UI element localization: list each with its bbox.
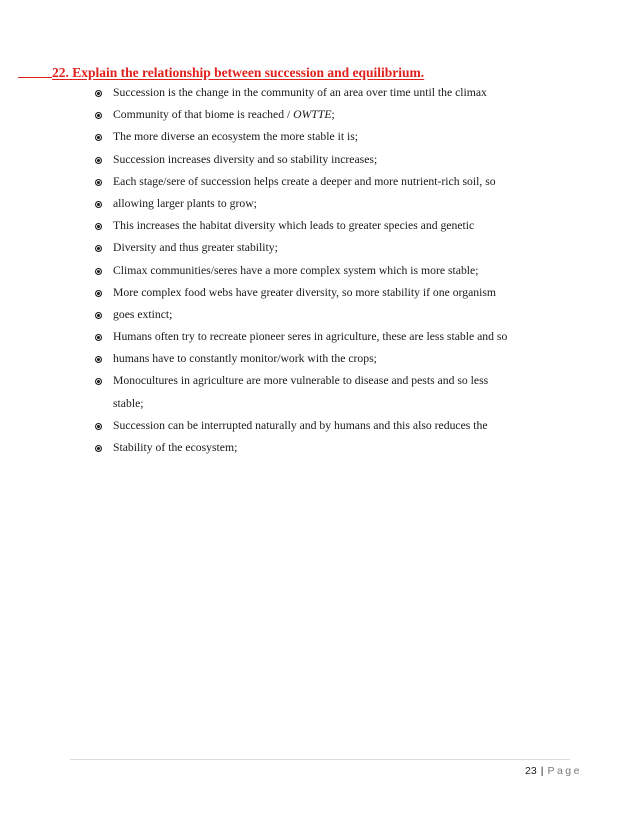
answer-list-item — [94, 262, 507, 284]
answer-list-item — [94, 84, 507, 106]
owtte-abbreviation: OWTTE — [293, 108, 332, 122]
answer-item-text: Diversity and thus greater stability; — [113, 241, 278, 255]
bullet-icon — [95, 157, 102, 164]
answer-item-text: This increases the habitat diversity which leads to greater species and genetic — [113, 219, 475, 233]
answer-item-text: Stability of the ecosystem; — [113, 441, 238, 454]
bullet-icon — [95, 290, 102, 297]
answer-item-text: Each stage/sere of succession helps create a deeper and more nutrient-rich soil, so — [113, 174, 496, 188]
answer-item-text: Climax communities/seres have a more complex system which is more stable; — [113, 263, 479, 277]
answer-item-text: allowing larger plants to grow; — [113, 196, 257, 210]
answer-item-text: goes extinct; — [113, 307, 173, 321]
heading-underline-lead — [18, 64, 52, 78]
answer-list-item — [94, 106, 507, 128]
bullet-icon — [95, 445, 102, 452]
question-heading — [18, 64, 424, 82]
bullet-icon — [95, 356, 102, 363]
bullet-icon — [95, 245, 102, 252]
footer-divider — [70, 759, 570, 760]
answer-item-text: Humans often try to recreate pioneer seres in agriculture, these are less stable and so — [113, 330, 508, 344]
answer-list-item — [94, 284, 507, 306]
answer-list-item — [94, 217, 507, 239]
answer-item-text: humans have to constantly monitor/work with the crops; — [113, 352, 377, 366]
answer-list-item — [94, 350, 507, 372]
bullet-icon — [95, 112, 102, 119]
answer-list-item — [94, 395, 507, 417]
answer-item-text: stable; — [113, 396, 144, 410]
answer-item-text: More complex food webs have greater diversity, so more stability if one organism — [113, 285, 496, 299]
bullet-icon — [95, 223, 102, 230]
answer-bullet-list — [94, 84, 507, 461]
question-text: 22. Explain the relationship between succession and equilibrium. — [52, 65, 425, 80]
page-label: Page — [547, 765, 582, 777]
answer-item-text: Community of that biome is reached / — [113, 108, 294, 122]
bullet-icon — [95, 312, 102, 319]
answer-list-item — [94, 306, 507, 328]
answer-item-text: Succession is the change in the community of an area over time until the climax — [113, 86, 487, 99]
footer-separator: | — [540, 765, 544, 777]
bullet-icon — [95, 179, 102, 186]
answer-list-item — [94, 439, 507, 461]
answer-item-text: The more diverse an ecosystem the more stable it is; — [113, 130, 359, 144]
answer-list-item — [94, 128, 507, 150]
answer-list-item — [94, 151, 507, 173]
bullet-icon — [95, 90, 102, 97]
answer-list-item — [94, 239, 507, 261]
bullet-icon — [95, 268, 102, 275]
answer-list-item — [94, 173, 507, 195]
answer-item-suffix: ; — [331, 108, 335, 122]
bullet-icon — [95, 201, 102, 208]
answer-list-item — [94, 195, 507, 217]
page-footer — [525, 765, 582, 777]
answer-item-text: Succession increases diversity and so stability increases; — [113, 152, 378, 166]
answer-item-text: Succession can be interrupted naturally and by humans and this also reduces the — [113, 418, 488, 432]
answer-list-item — [94, 372, 507, 394]
bullet-icon — [95, 134, 102, 141]
bullet-icon — [95, 334, 102, 341]
page-number: 23 — [525, 765, 537, 777]
bullet-icon — [95, 378, 102, 385]
answer-list-item — [94, 328, 507, 350]
answer-list-item — [94, 417, 507, 439]
bullet-icon — [95, 423, 102, 430]
answer-item-text: Monocultures in agriculture are more vulnerable to disease and pests and so less — [113, 374, 489, 388]
